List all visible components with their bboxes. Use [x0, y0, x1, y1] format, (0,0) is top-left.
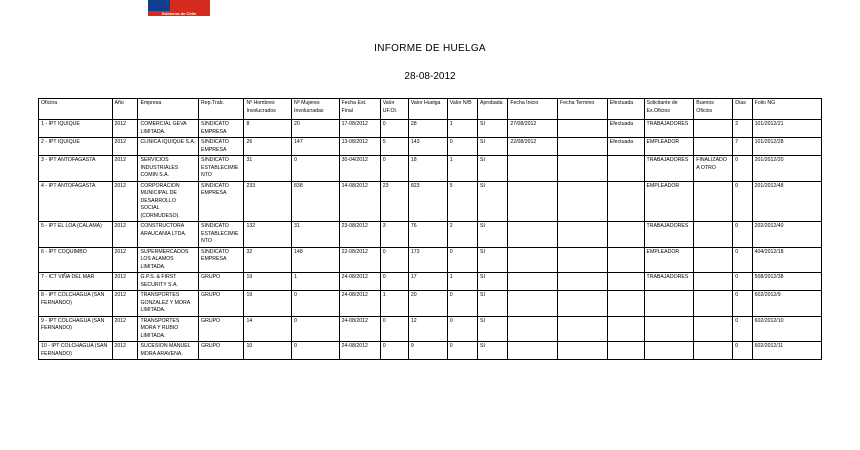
table-cell: 0 — [292, 156, 340, 182]
column-header: Rep.Trab. — [199, 99, 244, 120]
table-cell: 20 — [292, 120, 340, 138]
table-cell: 602/2012/11 — [752, 342, 821, 360]
table-cell: 14 — [244, 316, 292, 342]
column-header: Valor N/B — [447, 99, 477, 120]
table-cell: 19 — [244, 273, 292, 291]
table-cell: 0 — [447, 247, 477, 273]
column-header: Efectuada — [607, 99, 644, 120]
table-cell: 0 — [733, 342, 752, 360]
table-cell: 30-04/2012 — [339, 156, 380, 182]
table-cell: 0 — [733, 247, 752, 273]
table-row — [39, 273, 822, 291]
table-cell: 7 - ICT VIÑA DEL MAR — [39, 273, 113, 291]
table-cell: 31 — [292, 222, 340, 248]
table-cell: 143 — [408, 138, 447, 156]
table-cell: 1 — [380, 291, 408, 317]
table-cell — [508, 342, 558, 360]
table-cell — [558, 247, 608, 273]
table-cell — [694, 222, 733, 248]
table-cell: G.P.S. & FIRST SECURITY S.A. — [138, 273, 199, 291]
table-cell: 3 - IPT ANTOFAGASTA — [39, 156, 113, 182]
table-cell: 20 — [408, 291, 447, 317]
table-cell: 101/2012/28 — [752, 138, 821, 156]
table-cell: SINDICATO ESTABLECIMIENTO — [199, 156, 244, 182]
table-cell: SINDICATO EMPRESA — [199, 120, 244, 138]
table-cell: 404/2012/18 — [752, 247, 821, 273]
column-header: Empresa — [138, 99, 199, 120]
table-cell: SI — [478, 181, 508, 222]
table-cell: 2012 — [112, 181, 138, 222]
table-cell — [558, 120, 608, 138]
table-cell: TRANSPORTES MORA Y RUBIO LIMITADA. — [138, 316, 199, 342]
table-cell — [558, 316, 608, 342]
column-header: Fecha Est. Final — [339, 99, 380, 120]
table-cell: 508/2012/38 — [752, 273, 821, 291]
column-header: Solicitante de Ex.Oficios — [644, 99, 694, 120]
table-cell: 202/2012/40 — [752, 222, 821, 248]
table-cell: 17-08/2012 — [339, 120, 380, 138]
table-cell: Efectuada — [607, 138, 644, 156]
column-header: Valor UF.Ol. — [380, 99, 408, 120]
table-cell — [694, 291, 733, 317]
table-cell: 838 — [292, 181, 340, 222]
table-cell — [607, 181, 644, 222]
table-cell: GRUPO — [199, 291, 244, 317]
table-cell: 4 - IPT ANTOFAGASTA — [39, 181, 113, 222]
table-cell: 101/2012/21 — [752, 120, 821, 138]
table-cell: 0 — [733, 291, 752, 317]
table-cell: 602/2012/10 — [752, 316, 821, 342]
table-cell: GRUPO — [199, 342, 244, 360]
table-cell — [508, 181, 558, 222]
table-cell: 28 — [408, 120, 447, 138]
table-cell: 0 — [447, 342, 477, 360]
column-header: Valor Huelga — [408, 99, 447, 120]
table-cell — [508, 247, 558, 273]
table-cell: EMPLEADOR — [644, 247, 694, 273]
table-cell: SI — [478, 273, 508, 291]
gobierno-logo — [148, 0, 210, 16]
table-cell: COMERCIAL GEVA LIMITADA. — [138, 120, 199, 138]
table-row — [39, 316, 822, 342]
table-cell — [508, 222, 558, 248]
table-cell: 0 — [733, 222, 752, 248]
table-row — [39, 342, 822, 360]
table-cell: SINDICATO EMPRESA — [199, 247, 244, 273]
table-cell: 0 — [447, 291, 477, 317]
table-cell: 9 — [408, 342, 447, 360]
table-cell — [694, 181, 733, 222]
table-cell: 1 — [292, 273, 340, 291]
table-cell: 1 - IPT IQUIQUE — [39, 120, 113, 138]
table-cell: EMPLEADOR — [644, 138, 694, 156]
table-cell: 76 — [408, 222, 447, 248]
table-cell: 23 — [380, 181, 408, 222]
table-cell: 27/08/2012 — [508, 120, 558, 138]
table-cell — [694, 138, 733, 156]
table-row — [39, 247, 822, 273]
table-cell: SI — [478, 156, 508, 182]
table-cell — [508, 291, 558, 317]
column-header: Nº Mujeres Involucradas — [292, 99, 340, 120]
table-cell — [644, 291, 694, 317]
table-cell: SI — [478, 247, 508, 273]
table-cell — [558, 342, 608, 360]
table-cell: SI — [478, 342, 508, 360]
table-cell: TRANSPORTES GONZALEZ Y MORA LIMITADA. — [138, 291, 199, 317]
report-date: 28-08-2012 — [404, 71, 456, 82]
column-header: Días — [733, 99, 752, 120]
table-cell — [694, 120, 733, 138]
table-cell: 1 — [447, 120, 477, 138]
table-cell — [558, 156, 608, 182]
table-cell: 2012 — [112, 156, 138, 182]
table-row — [39, 138, 822, 156]
table-cell: 9 - IPT COLCHAGUA (SAN FERNANDO) — [39, 316, 113, 342]
table-cell: TRABAJADORES — [644, 156, 694, 182]
table-cell — [607, 291, 644, 317]
table-cell: 24-08/2012 — [339, 316, 380, 342]
table-cell — [644, 316, 694, 342]
table-cell: GRUPO — [199, 273, 244, 291]
table-cell: 32 — [244, 247, 292, 273]
table-cell — [558, 222, 608, 248]
table-cell: 0 — [380, 156, 408, 182]
table-cell — [694, 316, 733, 342]
table-cell — [607, 156, 644, 182]
table-cell: 0 — [733, 181, 752, 222]
table-cell: 24-08/2012 — [339, 291, 380, 317]
table-cell: 2012 — [112, 222, 138, 248]
table-cell — [558, 181, 608, 222]
table-row — [39, 291, 822, 317]
huelga-table — [38, 98, 822, 360]
table-cell: SINDICATO EMPRESA — [199, 138, 244, 156]
table-cell: 8 — [244, 120, 292, 138]
table-cell: 0 — [292, 316, 340, 342]
logo-red-block — [170, 0, 210, 11]
column-header: Aprobada — [478, 99, 508, 120]
table-cell: 602/2012/9 — [752, 291, 821, 317]
table-cell — [607, 247, 644, 273]
table-cell: 2012 — [112, 120, 138, 138]
column-header: Fecha Inicio — [508, 99, 558, 120]
table-cell: 233 — [244, 181, 292, 222]
table-cell: 10 — [244, 342, 292, 360]
table-cell: SI — [478, 138, 508, 156]
table-cell: 24-08/2012 — [339, 273, 380, 291]
table-cell: 2012 — [112, 138, 138, 156]
table-cell: 823 — [408, 181, 447, 222]
table-cell — [607, 222, 644, 248]
table-cell — [694, 342, 733, 360]
table-cell — [558, 273, 608, 291]
table-cell: 5 — [380, 138, 408, 156]
table-cell: 14-08/2012 — [339, 181, 380, 222]
table-cell: 0 — [380, 342, 408, 360]
table-cell — [607, 273, 644, 291]
table-cell — [644, 342, 694, 360]
table-cell: 0 — [733, 156, 752, 182]
table-cell: 2012 — [112, 316, 138, 342]
table-cell: SINDICATO ESTABLECIMIENTO — [199, 222, 244, 248]
table-cell: TRABAJADORES — [644, 273, 694, 291]
table-cell: 12 — [408, 316, 447, 342]
table-cell: 17 — [408, 273, 447, 291]
table-cell: 5 - IPT EL LOA (CALAMA) — [39, 222, 113, 248]
table-cell: 22-08/2012 — [339, 247, 380, 273]
table-cell: CLINICA IQUIQUE S.A. — [138, 138, 199, 156]
table-cell — [558, 138, 608, 156]
table-cell: 2012 — [112, 291, 138, 317]
table-cell: 22/08/2012 — [508, 138, 558, 156]
table-body — [39, 120, 822, 360]
column-header: Buenos Oficios — [694, 99, 733, 120]
table-cell: 7 — [733, 138, 752, 156]
table-cell: 10 - IPT COLCHAGUA (SAN FERNANDO) — [39, 342, 113, 360]
table-cell: 201/2012/20 — [752, 156, 821, 182]
table-cell: FINALIZADO A OTRO — [694, 156, 733, 182]
table-cell: 2 — [447, 222, 477, 248]
table-cell: 0 — [733, 316, 752, 342]
column-header: Folio NG — [752, 99, 821, 120]
table-cell: SINDICATO EMPRESA — [199, 181, 244, 222]
table-cell: 2012 — [112, 273, 138, 291]
table-cell: EMPLEADOR — [644, 181, 694, 222]
table-cell: SERVICIOS INDUSTRIALES COMIN S.A. — [138, 156, 199, 182]
table-cell: SI — [478, 291, 508, 317]
table-cell — [508, 273, 558, 291]
table-cell: 173 — [408, 247, 447, 273]
table-cell — [558, 291, 608, 317]
table-cell: 201/2012/48 — [752, 181, 821, 222]
table-row — [39, 120, 822, 138]
table-cell: 2012 — [112, 247, 138, 273]
column-header: Oficina — [39, 99, 113, 120]
logo-text: Gobierno de Chile — [148, 11, 210, 16]
table-cell: TRABAJADORES — [644, 120, 694, 138]
table-cell: 6 - IPT COQUIMBO — [39, 247, 113, 273]
table-cell: SI — [478, 316, 508, 342]
table-cell: 0 — [380, 120, 408, 138]
table-cell: 0 — [447, 138, 477, 156]
table-cell: SUCESION MANUEL MORA ARAVENA. — [138, 342, 199, 360]
table-cell: 31 — [244, 156, 292, 182]
table-cell: 1 — [447, 273, 477, 291]
table-cell: 18 — [408, 156, 447, 182]
table-cell — [694, 273, 733, 291]
table-row — [39, 156, 822, 182]
column-header: Fecha Termino — [558, 99, 608, 120]
table-cell: 26 — [244, 138, 292, 156]
table-cell: 0 — [380, 247, 408, 273]
table-cell: 0 — [292, 291, 340, 317]
table-header-row — [39, 99, 822, 120]
table-cell: 13-08/2012 — [339, 138, 380, 156]
table-cell: 2 — [733, 120, 752, 138]
logo-blue-block — [148, 0, 170, 11]
table-cell: 132 — [244, 222, 292, 248]
table-cell: SI — [478, 222, 508, 248]
table-cell — [508, 156, 558, 182]
table-cell: 0 — [380, 316, 408, 342]
table-cell: SI — [478, 120, 508, 138]
table-cell — [607, 342, 644, 360]
report-title: INFORME DE HUELGA — [374, 43, 486, 54]
table-cell — [508, 316, 558, 342]
table-cell: CONSTRUCTORA ARAUCANIA LTDA. — [138, 222, 199, 248]
table-cell: 0 — [733, 273, 752, 291]
table-cell: 3 — [380, 222, 408, 248]
table-cell: 5 — [447, 181, 477, 222]
table-cell: Efectuada — [607, 120, 644, 138]
table-cell: 0 — [292, 342, 340, 360]
table-row — [39, 181, 822, 222]
table-cell: 24-08/2012 — [339, 342, 380, 360]
table-cell: 23-08/2012 — [339, 222, 380, 248]
table-cell — [694, 247, 733, 273]
column-header: Año — [112, 99, 138, 120]
table-cell: GRUPO — [199, 316, 244, 342]
table-row — [39, 222, 822, 248]
table-cell: 2 - IPT IQUIQUE — [39, 138, 113, 156]
table-cell — [607, 316, 644, 342]
table-cell: 148 — [292, 247, 340, 273]
table-cell: 8 - IPT COLCHAGUA (SAN FERNANDO) — [39, 291, 113, 317]
column-header: Nº Hombres Involucrados — [244, 99, 292, 120]
table-cell: 0 — [380, 273, 408, 291]
table-cell: CORPORACION MUNICIPAL DE DESARROLLO SOCIAL (CORMUDESO). — [138, 181, 199, 222]
table-cell: 1 — [447, 156, 477, 182]
table-cell: 0 — [447, 316, 477, 342]
table-cell: SUPERMERCADOS LOS ALAMOS LIMITADA. — [138, 247, 199, 273]
table-cell: 147 — [292, 138, 340, 156]
table-cell: 2012 — [112, 342, 138, 360]
table-cell: 19 — [244, 291, 292, 317]
table-cell: TRABAJADORES — [644, 222, 694, 248]
